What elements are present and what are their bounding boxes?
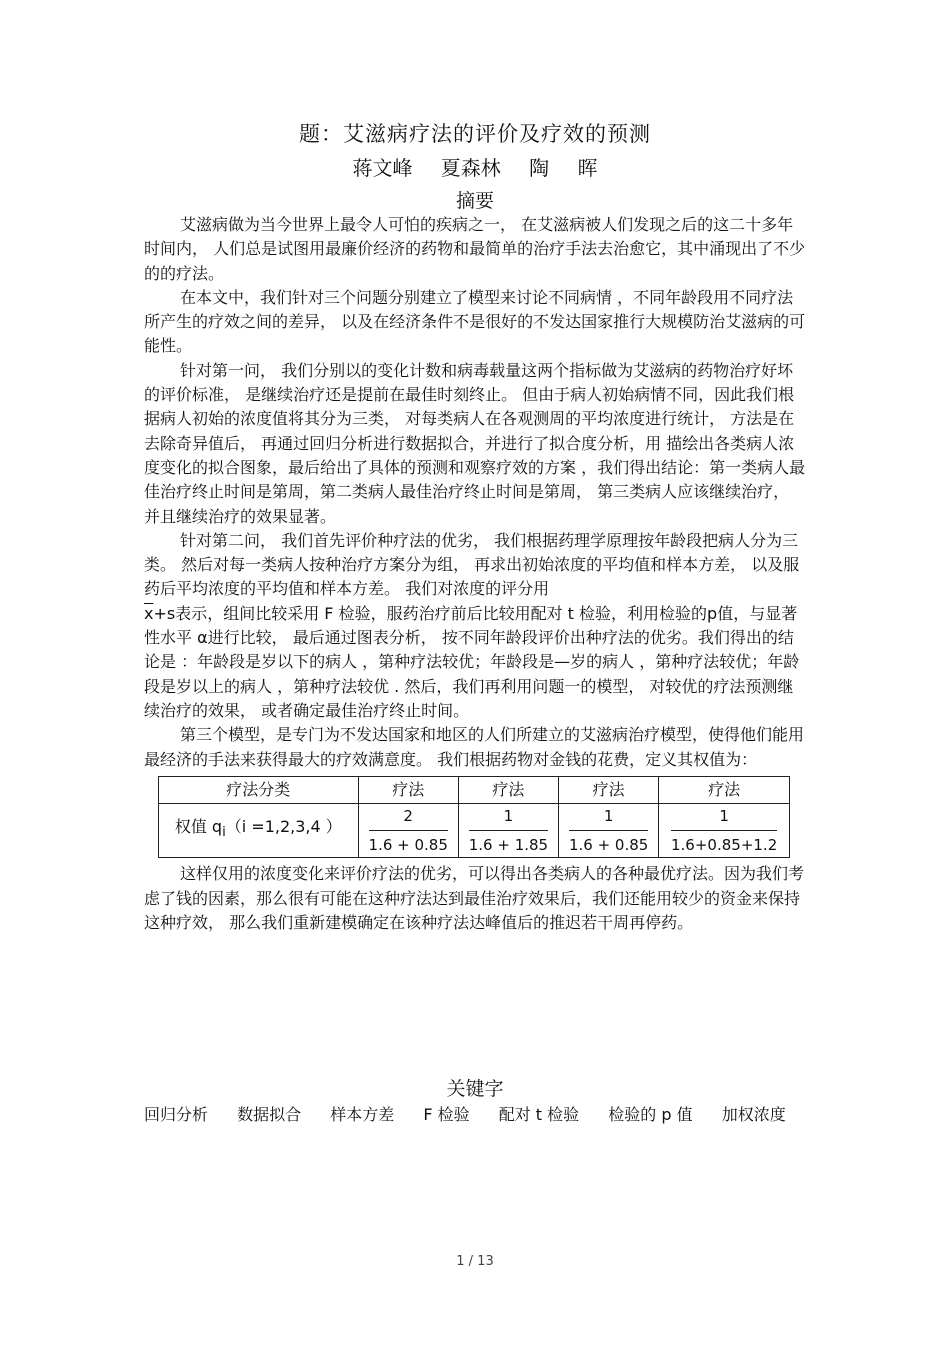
abstract-paragraph-2: 在本文中，我们针对三个问题分别建立了模型来讨论不同病情 ，不同年龄段用不同疗法所产生的疗效之间的差异， 以及在经济条件不是很好的不发达国家推行大规模防治艾滋病的可能性。 [144, 287, 806, 356]
abstract-body [144, 213, 806, 935]
abstract-heading: 摘要 [455, 190, 494, 212]
fraction-numerator: 2 [369, 804, 448, 831]
table-header-category: 疗法分类 [159, 776, 359, 803]
para4-text-4: 进行比较， 最后通过图表分析， 按不同年龄段评价出种疗法的优劣。我们得出的结论是 ：年龄段是岁以下的病人 ，第种疗法较优；年龄段是—岁的病人 ，第种疗法较优；年龄段是岁以上的病人 ，第种疗法较优 . 然后，我们再利用问题一的模型， 对较优的疗法预测继续治疗的效果， 或者确定最佳治疗终止时间。 [144, 628, 800, 720]
table-header-therapy-2: 疗法 [458, 776, 558, 803]
weight-table-value-row [159, 803, 790, 858]
abstract-paragraph-5: 第三个模型，是专门为不发达国家和地区的人们所建立的艾滋病治疗模型，使得他们能用最经济的手法来获得最大的疗效满意度。 我们根据药物对金钱的花费，定义其权值为： [144, 725, 805, 769]
weight-fraction-1 [369, 804, 448, 858]
keyword-item: 加权浓度 [721, 1105, 786, 1124]
x-bar-symbol: $\overline{x}$ [144, 603, 154, 623]
keyword-item: F 检验 [423, 1105, 470, 1124]
row-label-text: 权值 q [174, 817, 223, 837]
table-row-label [159, 803, 359, 858]
plus-minus-s-symbol: +s [153, 603, 176, 623]
fraction-denominator: 1.6 + 0.85 [368, 836, 448, 855]
table-weight-cell-4 [659, 803, 790, 858]
weight-fraction-3 [569, 804, 648, 858]
para4-text-2: 表示，组间比较采用 F 检验，服药治疗前后比较用配对 t 检验，利用检验的 [175, 603, 708, 623]
keyword-item: 配对 t 检验 [498, 1105, 580, 1124]
abstract-paragraph-1: 艾滋病做为当今世界上最令人可怕的疾病之一， 在艾滋病被人们发现之后的这二十多年时间内， 人们总是试图用最廉价经济的药物和最简单的治疗手法去治愈它，其中涌现出了不少的的疗法。 [144, 215, 806, 283]
weight-fraction-4 [671, 804, 777, 858]
table-weight-cell-3 [559, 803, 659, 858]
keyword-item: 样本方差 [330, 1105, 395, 1124]
keywords-heading: 关键字 [446, 1078, 504, 1100]
alpha-symbol: α [197, 628, 208, 648]
keyword-item: 回归分析 [144, 1105, 209, 1124]
weight-fraction-2 [469, 804, 548, 858]
fraction-denominator: 1.6 + 0.85 [568, 836, 649, 855]
keyword-item: 检验的 p 值 [608, 1105, 693, 1124]
row-label-range: （i =1,2,3,4 ） [225, 817, 342, 837]
table-weight-cell-2 [458, 803, 558, 858]
weight-table [158, 776, 790, 859]
paper-title: 题：艾滋病疗法的评价及疗效的预测 [299, 122, 651, 146]
row-label-subscript: i [222, 825, 226, 841]
keyword-item: 数据拟合 [237, 1105, 302, 1124]
fraction-numerator: 1 [671, 804, 777, 831]
table-header-therapy-3: 疗法 [559, 776, 659, 803]
keywords-list [144, 1102, 844, 1125]
fraction-denominator: 1.6+0.85+1.2 [671, 836, 778, 855]
abstract-paragraph-4 [144, 529, 806, 723]
table-header-therapy-1: 疗法 [358, 776, 458, 803]
page-number: 1 / 13 [456, 1254, 494, 1269]
p-symbol: p [707, 603, 718, 623]
table-weight-cell-1 [358, 803, 458, 858]
table-header-therapy-4: 疗法 [659, 776, 790, 803]
fraction-numerator: 1 [469, 804, 548, 831]
author-list: 蒋文峰 夏森林 陶 晖 [352, 156, 598, 180]
para4-text-3: 值，与显著性水平 [144, 603, 798, 648]
fraction-numerator: 1 [569, 804, 648, 831]
weight-table-header-row [159, 776, 790, 803]
abstract-paragraph-3: 针对第一问， 我们分别以的变化计数和病毒载量这两个指标做为艾滋病的药物治疗好坏的评价标准， 是继续治疗还是提前在最佳时刻终止。 但由于病人初始病情不同，因此我们根据病人初始的浓度值将其分为三类， 对每类病人在各观测周的平均浓度进行统计， 方法是在去除奇异值后， 再通过回归分析进行数据拟合，并进行了拟合度分析，用 描绘出各类病人浓度变化的拟合图象，最后给出了具体的预测和观察疗效的方案 ，我们得出结论：第一类病人最佳治疗终止时间是第周，第二类病人最佳治疗终止时间是第周， 第三类病人应该继续治疗， 并且继续治疗的效果显著。 [144, 360, 806, 526]
para4-text-1: 针对第二问， 我们首先评价种疗法的优劣， 我们根据药理学原理按年龄段把病人分为三类。 然后对每一类病人按种治疗方案分为组， 再求出初始浓度的平均值和样本方差， 以及服药后平均浓度的平均值和样本方差。 我们对浓度的评分用 [144, 530, 800, 599]
fraction-denominator: 1.6 + 1.85 [468, 836, 549, 855]
abstract-paragraph-6: 这样仅用的浓度变化来评价疗法的优劣，可以得出各类病人的各种最优疗法。因为我们考虑了钱的因素，那么很有可能在这种疗法达到最佳治疗效果后，我们还能用较少的资金来保持这种疗效， 那么我们重新建模确定在该种疗法达峰值后的推迟若干周再停药。 [144, 864, 805, 933]
